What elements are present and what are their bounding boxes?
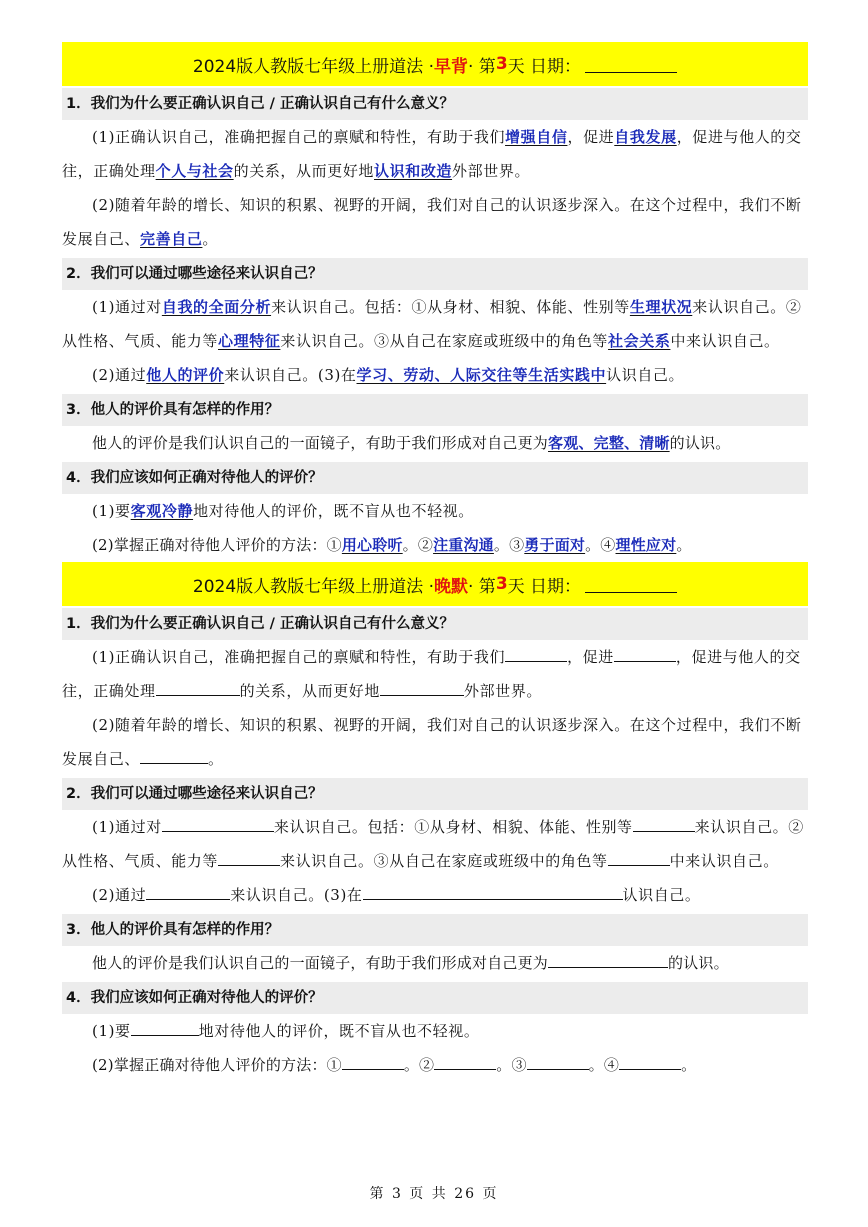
- evening-q2-paragraph-1: [62, 810, 808, 878]
- text: 中来认识自己。: [669, 852, 779, 870]
- answer-text: 理性应对: [615, 536, 677, 554]
- evening-date-blank[interactable]: [585, 576, 677, 593]
- fill-blank[interactable]: [380, 677, 464, 696]
- answer-text: 认识和改造: [374, 162, 453, 180]
- evening-q4-paragraph-1: [62, 1014, 808, 1048]
- text: 来认识自己。(3)在: [230, 886, 363, 904]
- fill-blank[interactable]: [614, 643, 676, 662]
- text: (2)随着年龄的增长、知识的积累、视野的开阔，我们对自己的认识逐步深入。在这个过程中，我们不断发展自己、: [62, 716, 802, 768]
- worksheet-page: [62, 42, 808, 1082]
- answer-text: 用心聆听: [341, 536, 403, 554]
- text: 。: [681, 1056, 697, 1074]
- text: 认识自己。: [606, 366, 685, 384]
- morning-title-suffix: 天 日期：: [507, 56, 582, 77]
- evening-q2-paragraph-2: [62, 878, 808, 912]
- evening-q1-paragraph-2: [62, 708, 808, 776]
- text: 他人的评价是我们认识自己的一面镜子，有助于我们形成对自己更为: [92, 434, 549, 452]
- fill-blank[interactable]: [131, 1017, 199, 1036]
- page-number-footer: 第 3 页 共 26 页: [369, 1186, 499, 1202]
- text: (1)通过对: [92, 298, 162, 316]
- text: (2)掌握正确对待他人评价的方法：①: [92, 1056, 342, 1074]
- text: 外部世界。: [464, 682, 543, 700]
- text: 。②: [402, 536, 434, 554]
- fill-blank[interactable]: [527, 1051, 589, 1070]
- text: 认识自己。: [622, 886, 701, 904]
- text: 来认识自己。包括：①从身材、相貌、体能、性别等: [271, 298, 630, 316]
- answer-text: 学习、劳动、人际交往等生活实践中: [356, 366, 607, 384]
- text: 地对待他人的评价，既不盲从也不轻视。: [198, 1022, 480, 1040]
- text: 中来认识自己。: [670, 332, 780, 350]
- text: (2)通过: [92, 366, 147, 384]
- text: (1)要: [92, 1022, 131, 1040]
- morning-q2-paragraph-1: [62, 290, 808, 358]
- text: 。③: [496, 1056, 527, 1074]
- answer-text: 社会关系: [608, 332, 671, 350]
- text: 。④: [588, 1056, 620, 1074]
- text: 。: [676, 536, 692, 554]
- text: 的关系，从而更好地: [233, 162, 375, 180]
- answer-text: 他人的评价: [146, 366, 225, 384]
- text: 的关系，从而更好地: [239, 682, 381, 700]
- text: ，促进: [567, 648, 614, 666]
- text: (2)通过: [92, 886, 147, 904]
- text: 外部世界。: [452, 162, 531, 180]
- morning-q1-paragraph-2: [62, 188, 808, 256]
- morning-title-keyword: 早背: [434, 56, 468, 77]
- fill-blank[interactable]: [363, 881, 623, 900]
- text: (1)正确认识自己，准确把握自己的禀赋和特性，有助于我们: [92, 128, 506, 146]
- text: 他人的评价是我们认识自己的一面镜子，有助于我们形成对自己更为: [92, 954, 549, 972]
- morning-date-blank[interactable]: [585, 56, 677, 73]
- morning-q4-paragraph-2: [62, 528, 808, 562]
- fill-blank[interactable]: [548, 949, 668, 968]
- fill-blank[interactable]: [146, 881, 230, 900]
- text: 。: [208, 750, 224, 768]
- text: (1)通过对: [92, 818, 162, 836]
- morning-title-day: 3: [495, 54, 508, 74]
- fill-blank[interactable]: [633, 813, 695, 832]
- evening-title-prefix: 2024版人教版七年级上册道法 ·: [192, 576, 434, 597]
- morning-q2-paragraph-2: [62, 358, 808, 392]
- fill-blank[interactable]: [342, 1051, 404, 1070]
- evening-title-keyword: 晚默: [434, 576, 468, 597]
- fill-blank[interactable]: [619, 1051, 681, 1070]
- text: 。③: [493, 536, 525, 554]
- answer-text: 完善自己: [140, 230, 203, 248]
- text: (1)要: [92, 502, 131, 520]
- evening-title-banner: [62, 562, 808, 606]
- answer-text: 个人与社会: [155, 162, 234, 180]
- morning-q3-paragraph-1: [62, 426, 808, 460]
- fill-blank[interactable]: [505, 643, 567, 662]
- morning-q3-heading: 3．他人的评价具有怎样的作用？: [62, 394, 808, 426]
- morning-title-prefix: 2024版人教版七年级上册道法 ·: [192, 56, 434, 77]
- text: 地对待他人的评价，既不盲从也不轻视。: [193, 502, 474, 520]
- answer-text: 自我发展: [614, 128, 677, 146]
- morning-q1-paragraph-1: [62, 120, 808, 188]
- evening-q4-heading: 4．我们应该如何正确对待他人的评价？: [62, 982, 808, 1014]
- answer-text: 心理特征: [218, 332, 281, 350]
- evening-q2-heading: 2．我们可以通过哪些途径来认识自己？: [62, 778, 808, 810]
- fill-blank[interactable]: [434, 1051, 496, 1070]
- text: 的认识。: [668, 954, 729, 972]
- evening-q1-paragraph-1: [62, 640, 808, 708]
- evening-q1-heading: 1．我们为什么要正确认识自己 / 正确认识自己有什么意义？: [62, 608, 808, 640]
- evening-title-mid: · 第: [468, 576, 496, 597]
- text: 来认识自己。②从性格、气质、能力等: [62, 298, 802, 350]
- text: (2)随着年龄的增长、知识的积累、视野的开阔，我们对自己的认识逐步深入。在这个过程中，我们不断发展自己、: [62, 196, 802, 248]
- text: (1)正确认识自己，准确把握自己的禀赋和特性，有助于我们: [92, 648, 506, 666]
- answer-text: 增强自信: [505, 128, 568, 146]
- text: 。: [202, 230, 219, 248]
- text: ，促进与他人的交往，正确处理: [62, 648, 801, 700]
- morning-title-mid: · 第: [468, 56, 496, 77]
- fill-blank[interactable]: [162, 813, 274, 832]
- answer-text: 生理状况: [629, 298, 693, 316]
- fill-blank[interactable]: [218, 847, 280, 866]
- answer-text: 客观冷静: [130, 502, 194, 520]
- morning-q4-paragraph-1: [62, 494, 808, 528]
- text: 。④: [585, 536, 616, 554]
- answer-text: 注重沟通: [433, 536, 494, 554]
- text: (2)掌握正确对待他人评价的方法：①: [92, 536, 342, 554]
- morning-title-banner: [62, 42, 808, 86]
- fill-blank[interactable]: [608, 847, 670, 866]
- text: 来认识自己。包括：①从身材、相貌、体能、性别等: [273, 818, 633, 836]
- morning-q1-heading: 1．我们为什么要正确认识自己 / 正确认识自己有什么意义？: [62, 88, 808, 120]
- evening-q3-paragraph-1: [62, 946, 808, 980]
- answer-text: 自我的全面分析: [161, 298, 272, 316]
- text: ，促进与他人的交往，正确处理: [62, 128, 802, 180]
- text: ，促进: [567, 128, 615, 146]
- fill-blank[interactable]: [140, 745, 208, 764]
- fill-blank[interactable]: [156, 677, 240, 696]
- answer-text: 勇于面对: [524, 536, 586, 554]
- evening-title-suffix: 天 日期：: [507, 576, 582, 597]
- morning-q4-heading: 4．我们应该如何正确对待他人的评价？: [62, 462, 808, 494]
- evening-q3-heading: 3．他人的评价具有怎样的作用？: [62, 914, 808, 946]
- evening-title-day: 3: [495, 574, 508, 594]
- text: 。②: [403, 1056, 435, 1074]
- text: 的认识。: [669, 434, 731, 452]
- text: 来认识自己。(3)在: [224, 366, 357, 384]
- answer-text: 客观、完整、清晰: [548, 434, 670, 452]
- morning-q2-heading: 2．我们可以通过哪些途径来认识自己？: [62, 258, 808, 290]
- text: 来认识自己。③从自己在家庭或班级中的角色等: [280, 852, 608, 870]
- evening-q4-paragraph-2: [62, 1048, 808, 1082]
- text: 来认识自己。②从性格、气质、能力等: [62, 818, 804, 870]
- text: 来认识自己。③从自己在家庭或班级中的角色等: [280, 332, 609, 350]
